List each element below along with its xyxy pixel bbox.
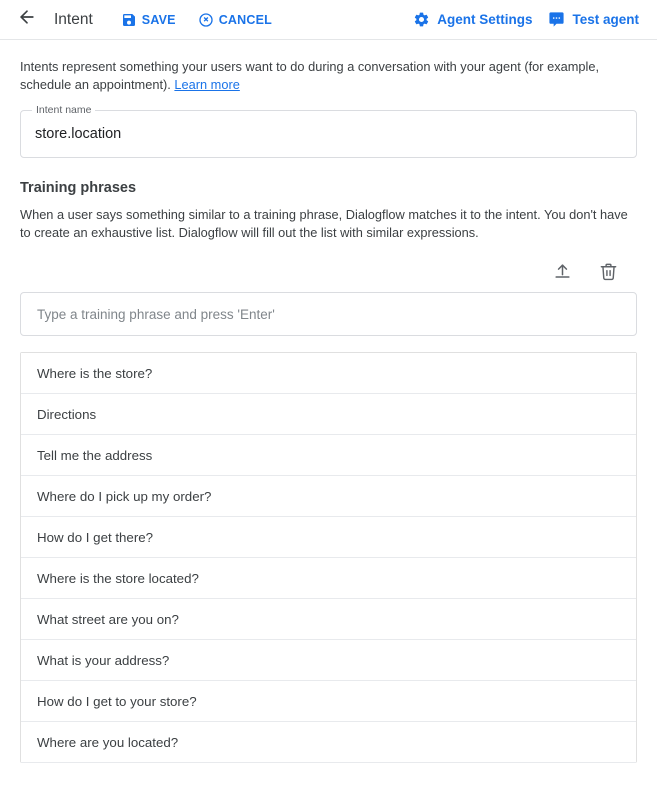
chat-icon (548, 11, 565, 28)
list-item[interactable]: Directions (21, 394, 636, 435)
agent-settings-label: Agent Settings (437, 12, 533, 27)
intent-description-text: Intents represent something your users want to do during a conversation with your agent (for example, schedule an appointment). (20, 59, 600, 92)
list-item[interactable]: How do I get there? (21, 517, 636, 558)
cancel-label: CANCEL (218, 12, 272, 27)
intent-name-label: Intent name (32, 104, 95, 116)
test-agent-label: Test agent (572, 12, 639, 27)
list-item[interactable]: Tell me the address (21, 435, 636, 476)
agent-settings-button[interactable] (405, 7, 540, 32)
list-item[interactable]: Where do I pick up my order? (21, 476, 636, 517)
list-item[interactable]: Where are you located? (21, 722, 636, 763)
list-item[interactable]: Where is the store? (21, 353, 636, 394)
arrow-back-icon (17, 7, 37, 32)
list-item[interactable]: What street are you on? (21, 599, 636, 640)
back-button[interactable] (14, 7, 40, 33)
save-label: SAVE (141, 12, 176, 27)
list-item[interactable]: Where is the store located? (21, 558, 636, 599)
save-button[interactable] (115, 8, 182, 32)
training-phrase-input-wrapper[interactable] (20, 292, 637, 336)
top-toolbar (0, 0, 657, 40)
training-phrases-toolbar (20, 260, 637, 282)
learn-more-link[interactable]: Learn more (174, 77, 240, 92)
training-phrase-input[interactable] (35, 306, 622, 323)
upload-icon[interactable] (551, 260, 573, 282)
trash-icon[interactable] (597, 260, 619, 282)
training-phrases-title: Training phrases (20, 180, 137, 196)
cancel-button[interactable] (192, 8, 278, 32)
test-agent-button[interactable] (540, 7, 647, 32)
cancel-icon (198, 12, 214, 28)
training-phrase-list (20, 352, 637, 763)
intent-editor (0, 40, 657, 763)
gear-icon (413, 11, 430, 28)
training-phrases-description: When a user says something similar to a training phrase, Dialogflow matches it to the intent. You don't have to create an exhaustive list. Dialogflow will fill out the list with similar expressions. (20, 207, 628, 240)
list-item[interactable]: What is your address? (21, 640, 636, 681)
intent-name-field[interactable] (20, 104, 637, 158)
page-title: Intent (54, 10, 93, 28)
intent-description (20, 58, 630, 94)
intent-name-value: store.location (35, 126, 122, 142)
save-icon (121, 12, 137, 28)
list-item[interactable]: How do I get to your store? (21, 681, 636, 722)
